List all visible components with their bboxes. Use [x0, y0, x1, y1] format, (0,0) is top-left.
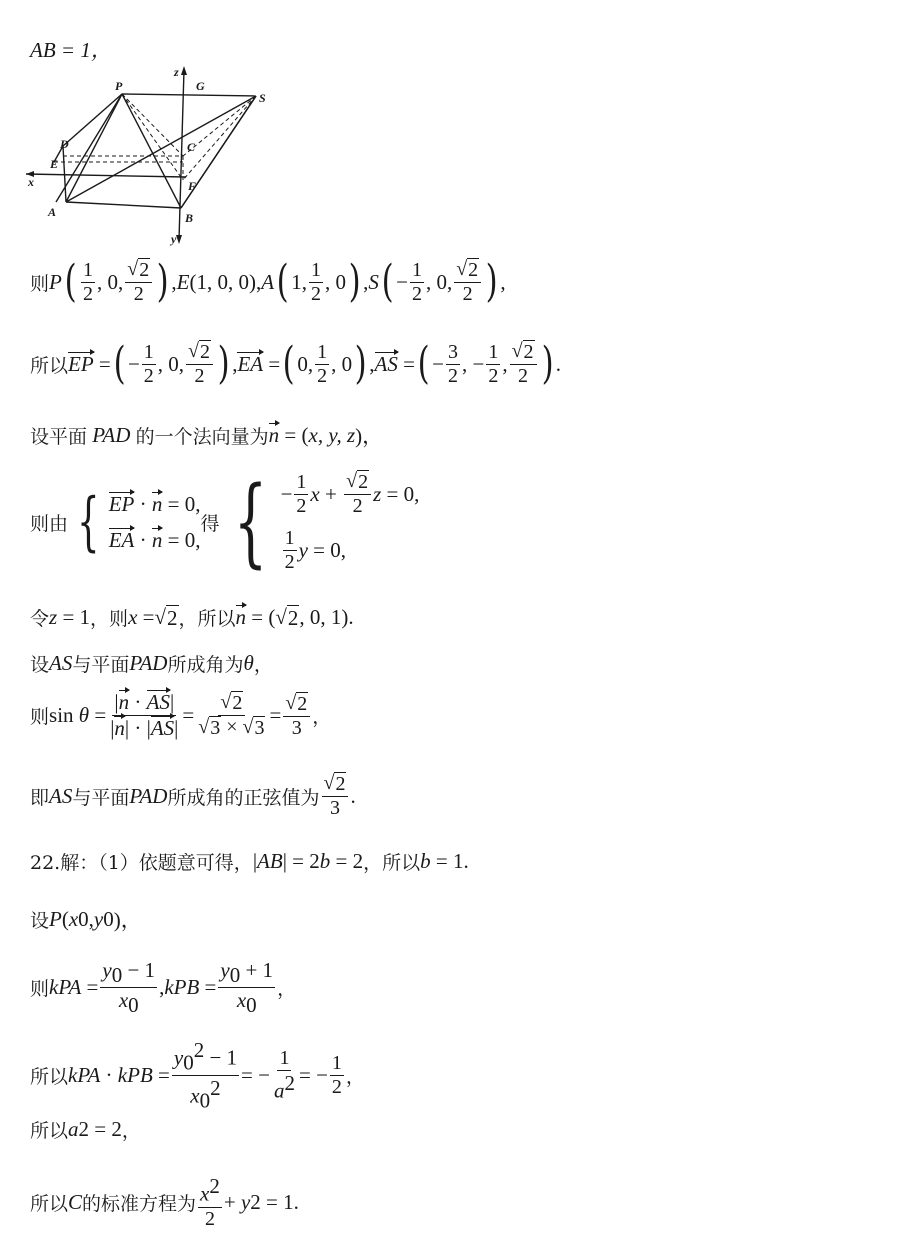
label-a: A [48, 205, 57, 219]
line-set-p: 设 P ( x 0 , y 0 )， [30, 906, 142, 932]
line-sine-value: 即 AS 与平面 PAD 所成角的正弦值为 √ 2 3 . [30, 772, 356, 819]
line-angle-theta: 设 AS 与平面 PAD 所成角为 θ ， [30, 651, 273, 676]
line-normal-vector: 设平面 PAD 的一个法向量为 n = ( x, y, z )， [30, 422, 384, 448]
ab-equation: AB = 1， [30, 38, 112, 62]
line-problem-22: 22.解：（1）依题意可得， | AB | = 2 b = 2 ，所以 b = 1. [30, 849, 469, 874]
line-standard-equation: 所以 C 的标准方程为 $\frac{x^2}{2}$ + y 2 = 1. [30, 1174, 299, 1230]
line-a-squared: 所以 a 2 = 2 ， [30, 1117, 141, 1142]
label-d: D [60, 137, 69, 151]
line-coordinates: 则 P ( $\frac{1}{2}$ , 0, √ 2 2 ) , E (1, 0, 0), A ( 1, $\frac{1}{2}$ , 0 ) , S ( − $\frac{1}{2}$ , 0, √ 2 2 ) , [30, 256, 506, 307]
label-e: E [50, 157, 59, 171]
geometry-figure [26, 62, 276, 247]
line-ab-equals-1 [30, 34, 112, 64]
line-sin-theta: 则 sin θ = $\frac{|n \cdot AS|}{|n| \cdot |AS|}$ = √ 2 √ 3 × √ 3 = √ 2 3 ， [30, 690, 332, 740]
line-slope-product: 所以 k PA · k PB = $\frac{y_0^2 - 1}{x_0^2}$ = − $\frac{1}{a^2}$ = − $\frac{1}{2}$ ， [30, 1038, 365, 1113]
label-c: C [187, 140, 196, 154]
line-system: 则由 { EP · n = 0, EA · n = 0, 得 { − $\frac{1}{2}$ x + √ 2 2 z = 0, $\frac{1}{2}$ y = 0, [30, 466, 420, 578]
line-vectors: 所以 EP = ( − $\frac{1}{2}$ , 0, √ 2 2 ) , EA = ( 0, $\frac{1}{2}$ , 0 ) , AS = ( − $\frac{3}{2}$ , − $\frac{1}{2}$ , √ 2 2 ) . [30, 338, 561, 389]
label-p: P [115, 79, 123, 93]
label-z: z [174, 65, 179, 79]
label-x: x [28, 175, 34, 189]
label-g: G [196, 79, 205, 93]
label-f: F [188, 179, 197, 193]
label-b: B [185, 211, 194, 225]
line-let-z: 令 z = 1 ，则 x = √ 2 ，所以 n = ( √ 2 , 0, 1). [30, 604, 354, 630]
label-s: S [259, 91, 266, 105]
label-y: y [171, 232, 177, 246]
line-slopes: 则 k PA = $\frac{y_0 - 1}{x_0}$ , k PB = $\frac{y_0 + 1}{x_0}$ ， [30, 958, 297, 1018]
